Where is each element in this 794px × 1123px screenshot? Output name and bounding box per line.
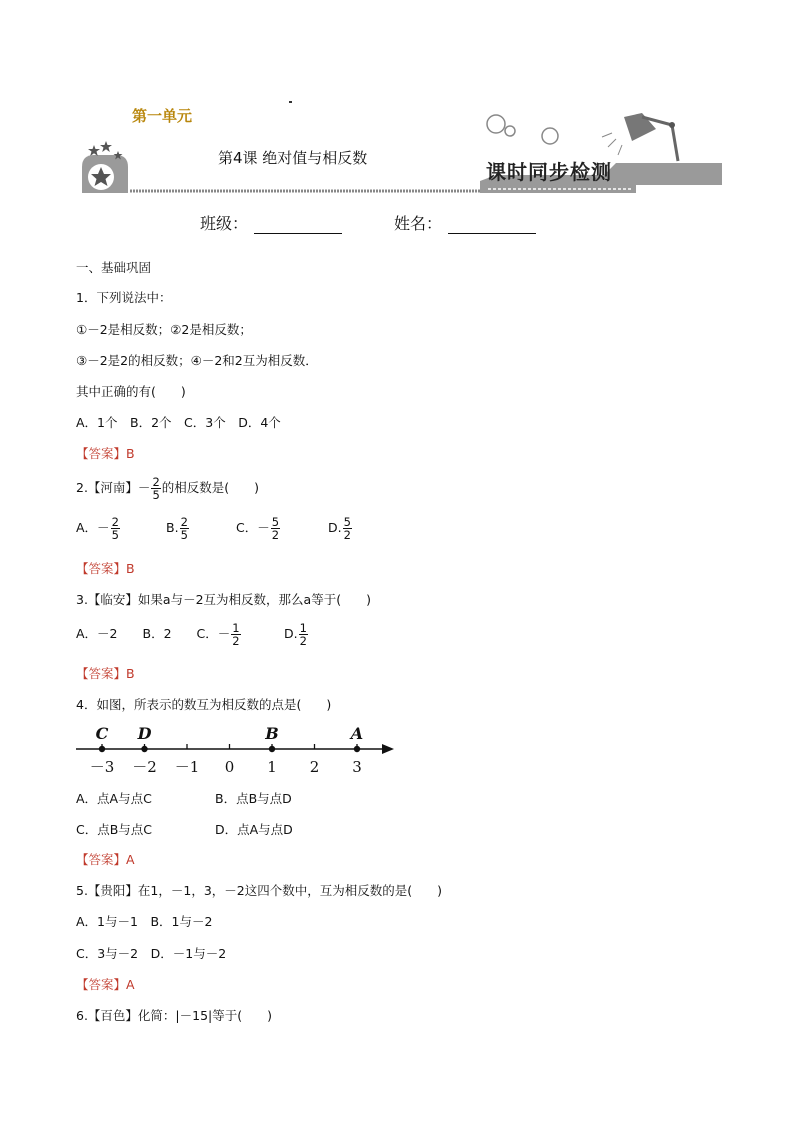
q4-option-b: B．点B与点D [215,791,292,806]
tick-label: 0 [224,758,235,776]
q4-option-a: A．点A与点C [76,791,152,806]
section-title: 一、基础巩固 [76,260,152,275]
q5-answer: 【答案】A [76,977,135,992]
q4-option-c: C．点B与点C [76,822,153,837]
point-label: C [95,724,109,743]
q3-options-abc: A．－2 B．2 C．－ [76,626,231,641]
q1-options: A．1个 B．2个 C．3个 D．4个 [76,415,281,430]
q1-ask: 其中正确的有( ) [76,384,186,399]
name-field [394,211,536,234]
axis-arrow-icon [382,744,394,754]
q4-option-d: D．点A与点D [215,822,293,837]
q1-statement-2: ③－2是2的相反数；④－2和2互为相反数． [76,353,318,368]
point-label: A [350,724,364,743]
q3-option-d: D. $\frac{1}{2}$ [284,621,307,648]
name-label: 姓名： [394,214,443,233]
tick-label: 3 [352,758,362,776]
q2-answer: 【答案】B [76,561,135,576]
bubble-icon [487,115,505,133]
lesson-title: 第4课 绝对值与相反数 [218,149,368,167]
q1-stem: 1．下列说法中： [76,290,172,305]
point-C [99,746,105,752]
header [76,95,726,205]
point-B [269,746,275,752]
number-line [74,720,404,780]
q3-answer: 【答案】B [76,666,135,681]
q2-stem [76,476,259,501]
q2-option-c: C．－ $\frac{5}{2}$ [236,515,280,542]
q3-options: A．－2 B．2 C．－ $\frac{1}{2}$ D. $\frac{1}{2}$ [76,621,307,648]
class-field [200,211,342,234]
banner-text: 课时同步检测 [486,160,612,184]
point-A [354,746,360,752]
star-badge-icon [82,141,128,193]
class-label: 班级： [200,214,249,233]
desk-lamp-icon [602,113,678,161]
name-blank[interactable] [448,217,536,234]
q2-suffix: 的相反数是( ) [161,480,260,495]
answer-tag: 【答案】 [76,446,127,461]
tick-label: 1 [267,758,277,776]
point-label: D [137,724,152,743]
q5-stem: 5.【贵阳】在1，－1，3，－2这四个数中，互为相反数的是( ) [76,883,442,898]
tick-label: －1 [174,758,200,776]
q1-statement-1: ①－2是相反数；②2是相反数； [76,322,252,337]
class-blank[interactable] [254,217,342,234]
tick-label: 2 [309,758,320,776]
point-D [141,746,147,752]
q2-option-a: A．－ $\frac{2}{5}$ [76,515,119,542]
q3-stem: 3.【临安】如果a与－2互为相反数，那么a等于( ) [76,592,371,607]
fraction: $\frac{2}{5}$ [152,475,160,502]
tick-label: －2 [132,758,157,776]
q2-option-d: D. $\frac{5}{2}$ [328,515,351,542]
q5-options-1: A．1与－1 B．1与－2 [76,914,213,929]
q1-answer [76,446,135,462]
answer-value: B [126,446,135,461]
q2-prefix: 2.【河南】－ [76,480,151,495]
q4-stem: 4．如图，所表示的数互为相反数的点是( ) [76,697,332,712]
unit-title: 第一单元 [132,107,193,125]
point-label: B [265,724,279,743]
q4-answer: 【答案】A [76,852,135,867]
q5-options-2: C．3与－2 D．－1与－2 [76,946,227,961]
tick-label: －3 [89,758,115,776]
q2-option-b: B. $\frac{2}{5}$ [166,515,188,542]
header-dot [289,101,292,103]
q6-stem: 6.【百色】化简：|－15|等于( ) [76,1008,273,1023]
